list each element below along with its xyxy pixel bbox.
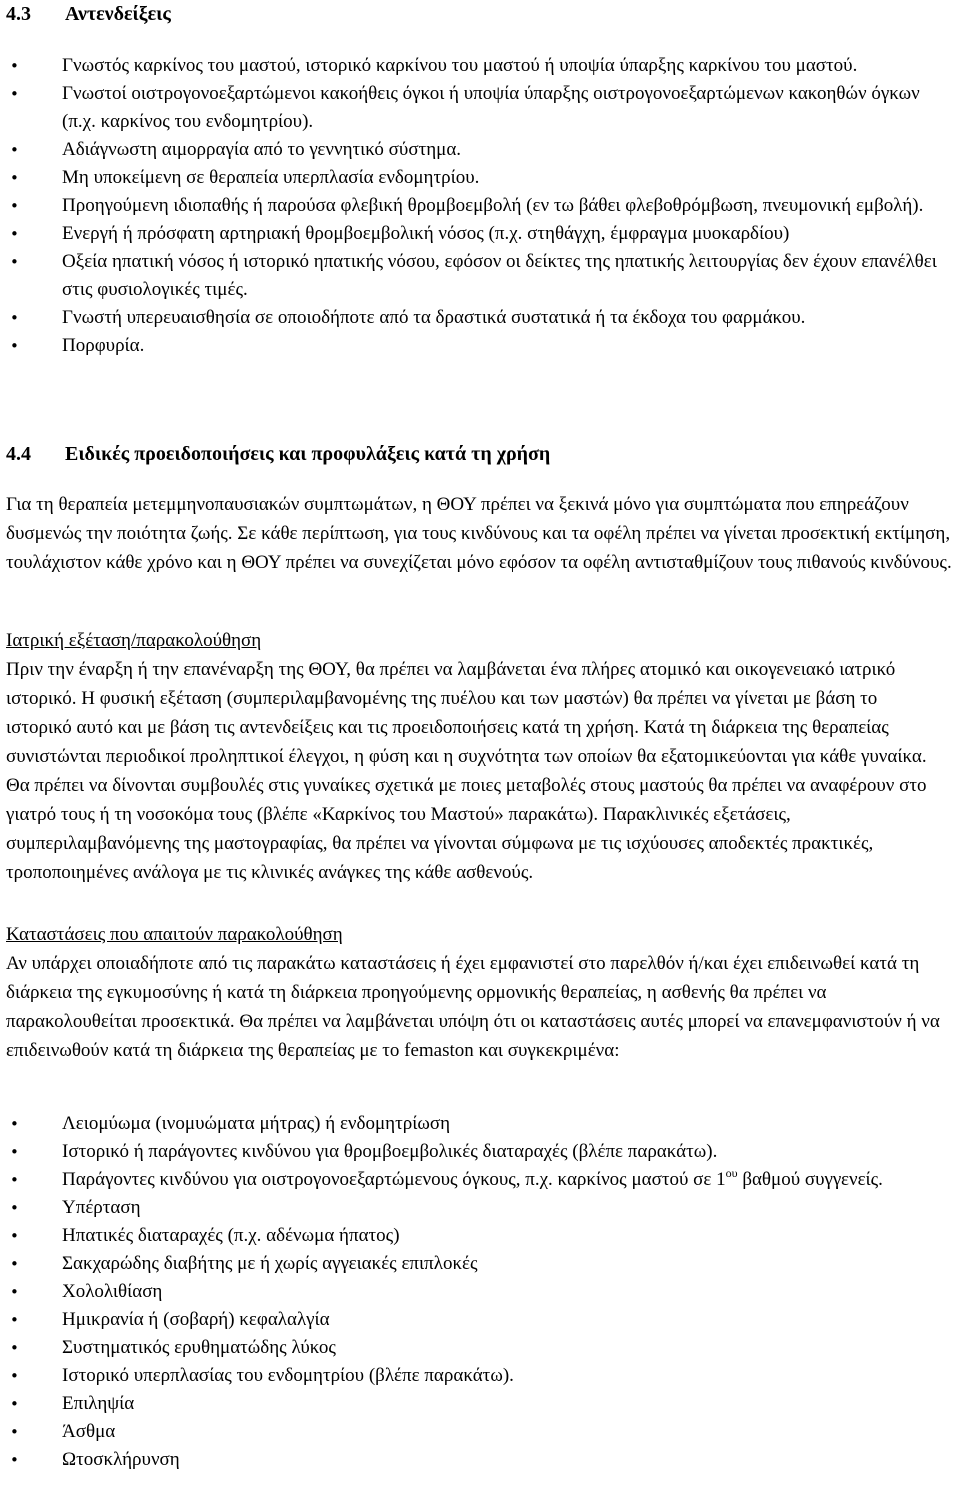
intro-paragraph: Για τη θεραπεία μετεμμηνοπαυσιακών συμπτωμάτων, η ΘΟΥ πρέπει να ξεκινά μόνο για συμπτώματα που επηρεάζουν δυσμενώς την ποιότητα ζωής. Σε κάθε περίπτωση, για τους κινδύνους και τα οφέλη πρέπει να γίνεται προσεκτική εκτίμηση, τουλάχιστον κάθε χρόνο και η ΘΟΥ πρέπει να συνεχίζεται μόνο εφόσον τα οφέλη αντισταθμίζουν τους πιθανούς κινδύνους.	[6, 494, 952, 573]
list-item: • Σακχαρώδης διαβήτης με ή χωρίς αγγειακές επιπλοκές	[0, 1250, 960, 1278]
subheading: Ιατρική εξέταση/παρακολούθηση	[6, 630, 262, 651]
section-number: 4.3	[6, 3, 31, 25]
list-item: • Γνωστή υπερευαισθησία σε οποιοδήποτε από τα δραστικά συστατικά ή τα έκδοχα του φαρμάκου.	[0, 304, 960, 332]
list-item: • Επιληψία	[0, 1390, 960, 1418]
list-item: • Μη υποκείμενη σε θεραπεία υπερπλασία ενδομητρίου.	[0, 164, 960, 192]
list-item: • Πορφυρία.	[0, 332, 960, 360]
list-item: • Αδιάγνωστη αιμορραγία από το γεννητικό σύστημα.	[0, 136, 960, 164]
section-heading	[0, 0, 960, 28]
monitoring-conditions-list	[0, 1110, 960, 1474]
paragraph: Πριν την έναρξη ή την επανέναρξη της ΘΟΥ, θα πρέπει να λαμβάνεται ένα πλήρες ατομικό και οικογενειακό ιατρικό ιστορικό. Η φυσική εξέταση (συμπεριλαμβανομένης της πυέλου και των μαστών) θα πρέπει να γίνεται με βάση το ιστορικό αυτό και με βάση τις αντενδείξεις και τις προειδοποιήσεις κατά τη χρήση. Κατά τη διάρκεια της θεραπείας συνιστώνται περιοδικοί προληπτικοί έλεγχοι, η φύση και η συχνότητα των οποίων θα εξατομικεύονται για κάθε γυναίκα. Θα πρέπει να δίνονται συμβουλές στις γυναίκες σχετικά με ποιες μεταβολές στους μαστούς θα πρέπει να αναφέρουν στο γιατρό τους ή τη νοσοκόμα τους (βλέπε «Καρκίνος του Μαστού» παρακάτω). Παρακλινικές εξετάσεις, συμπεριλαμβανόμενης της μαστογραφίας, θα πρέπει να γίνονται σύμφωνα με τις ισχύουσες αποδεκτές πρακτικές, τροποποιημένες ανάλογα με τις κλινικές ανάγκες της κάθε ασθενούς.	[6, 659, 927, 883]
section-4-4-heading	[0, 440, 960, 468]
list-item: • Ωτοσκλήρυνση	[0, 1446, 960, 1474]
monitoring-block	[0, 920, 948, 1065]
list-item: • Οξεία ηπατική νόσος ή ιστορικό ηπατικής νόσου, εφόσον οι δείκτες της ηπατικής λειτουργίας δεν έχουν επανέλθει στις φυσιολογικές τιμές.	[0, 248, 960, 304]
section-number: 4.4	[6, 443, 31, 465]
medical-exam-block	[0, 626, 948, 887]
paragraph: Αν υπάρχει οποιαδήποτε από τις παρακάτω καταστάσεις ή έχει εμφανιστεί στο παρελθόν ή/και έχει επιδεινωθεί κατά τη διάρκεια της εγκυμοσύνης ή κατά τη διάρκεια προηγούμενης ορμονικής θεραπείας, η ασθενής θα πρέπει να παρακολουθείται προσεκτικά. Θα πρέπει να λαμβάνεται υπόψη ότι οι καταστάσεις αυτές μπορεί να επανεμφανιστούν ή να επιδεινωθούν κατά τη διάρκεια της θεραπείας με το femaston και συγκεκριμένα:	[6, 953, 940, 1061]
list-item: • Γνωστός καρκίνος του μαστού, ιστορικό καρκίνου του μαστού ή υποψία ύπαρξης καρκίνου του μαστού.	[0, 52, 960, 80]
subheading: Καταστάσεις που απαιτούν παρακολούθηση	[6, 924, 343, 945]
list-item: • Γνωστοί οιστρογονοεξαρτώμενοι κακοήθεις όγκοι ή υποψία ύπαρξης οιστρογονοεξαρτώμενων κακοηθών όγκων (π.χ. καρκίνος του ενδομητρίου).	[0, 80, 960, 136]
list-item: • Ιστορικό ή παράγοντες κινδύνου για θρομβοεμβολικές διαταραχές (βλέπε παρακάτω).	[0, 1138, 960, 1166]
list-item: • Ημικρανία ή (σοβαρή) κεφαλαλγία	[0, 1306, 960, 1334]
list-item: • Λειομύωμα (ινομυώματα μήτρας) ή ενδομητρίωση	[0, 1110, 960, 1138]
list-item: • Ηπατικές διαταραχές (π.χ. αδένωμα ήπατος)	[0, 1222, 960, 1250]
list-item: • Ενεργή ή πρόσφατη αρτηριακή θρομβοεμβολική νόσος (π.χ. στηθάγχη, έμφραγμα μυοκαρδίου)	[0, 220, 960, 248]
list-item: • Χολολιθίαση	[0, 1278, 960, 1306]
list-item: • Ιστορικό υπερπλασίας του ενδομητρίου (βλέπε παρακάτω).	[0, 1362, 960, 1390]
risk-text-end: βαθμού συγγενείς.	[737, 1169, 883, 1190]
section-title: Ειδικές προειδοποιήσεις και προφυλάξεις κατά τη χρήση	[65, 443, 551, 465]
list-item: • Προηγούμενη ιδιοπαθής ή παρούσα φλεβική θρομβοεμβολή (εν τω βάθει φλεβοθρόμβωση, πνευμονική εμβολή).	[0, 192, 960, 220]
list-item: • Άσθμα	[0, 1418, 960, 1446]
section-4-3-heading	[0, 0, 960, 28]
list-item: • Υπέρταση	[0, 1194, 960, 1222]
risk-text: Παράγοντες κινδύνου για οιστρογονοεξαρτώμενους όγκους, π.χ. καρκίνος μαστού σε 1	[62, 1169, 726, 1190]
section-title: Αντενδείξεις	[65, 3, 171, 25]
section-heading	[0, 440, 960, 468]
contraindications-list	[0, 52, 960, 360]
superscript: ου	[725, 1166, 738, 1180]
list-item	[0, 1166, 960, 1194]
list-item: • Συστηματικός ερυθηματώδης λύκος	[0, 1334, 960, 1362]
